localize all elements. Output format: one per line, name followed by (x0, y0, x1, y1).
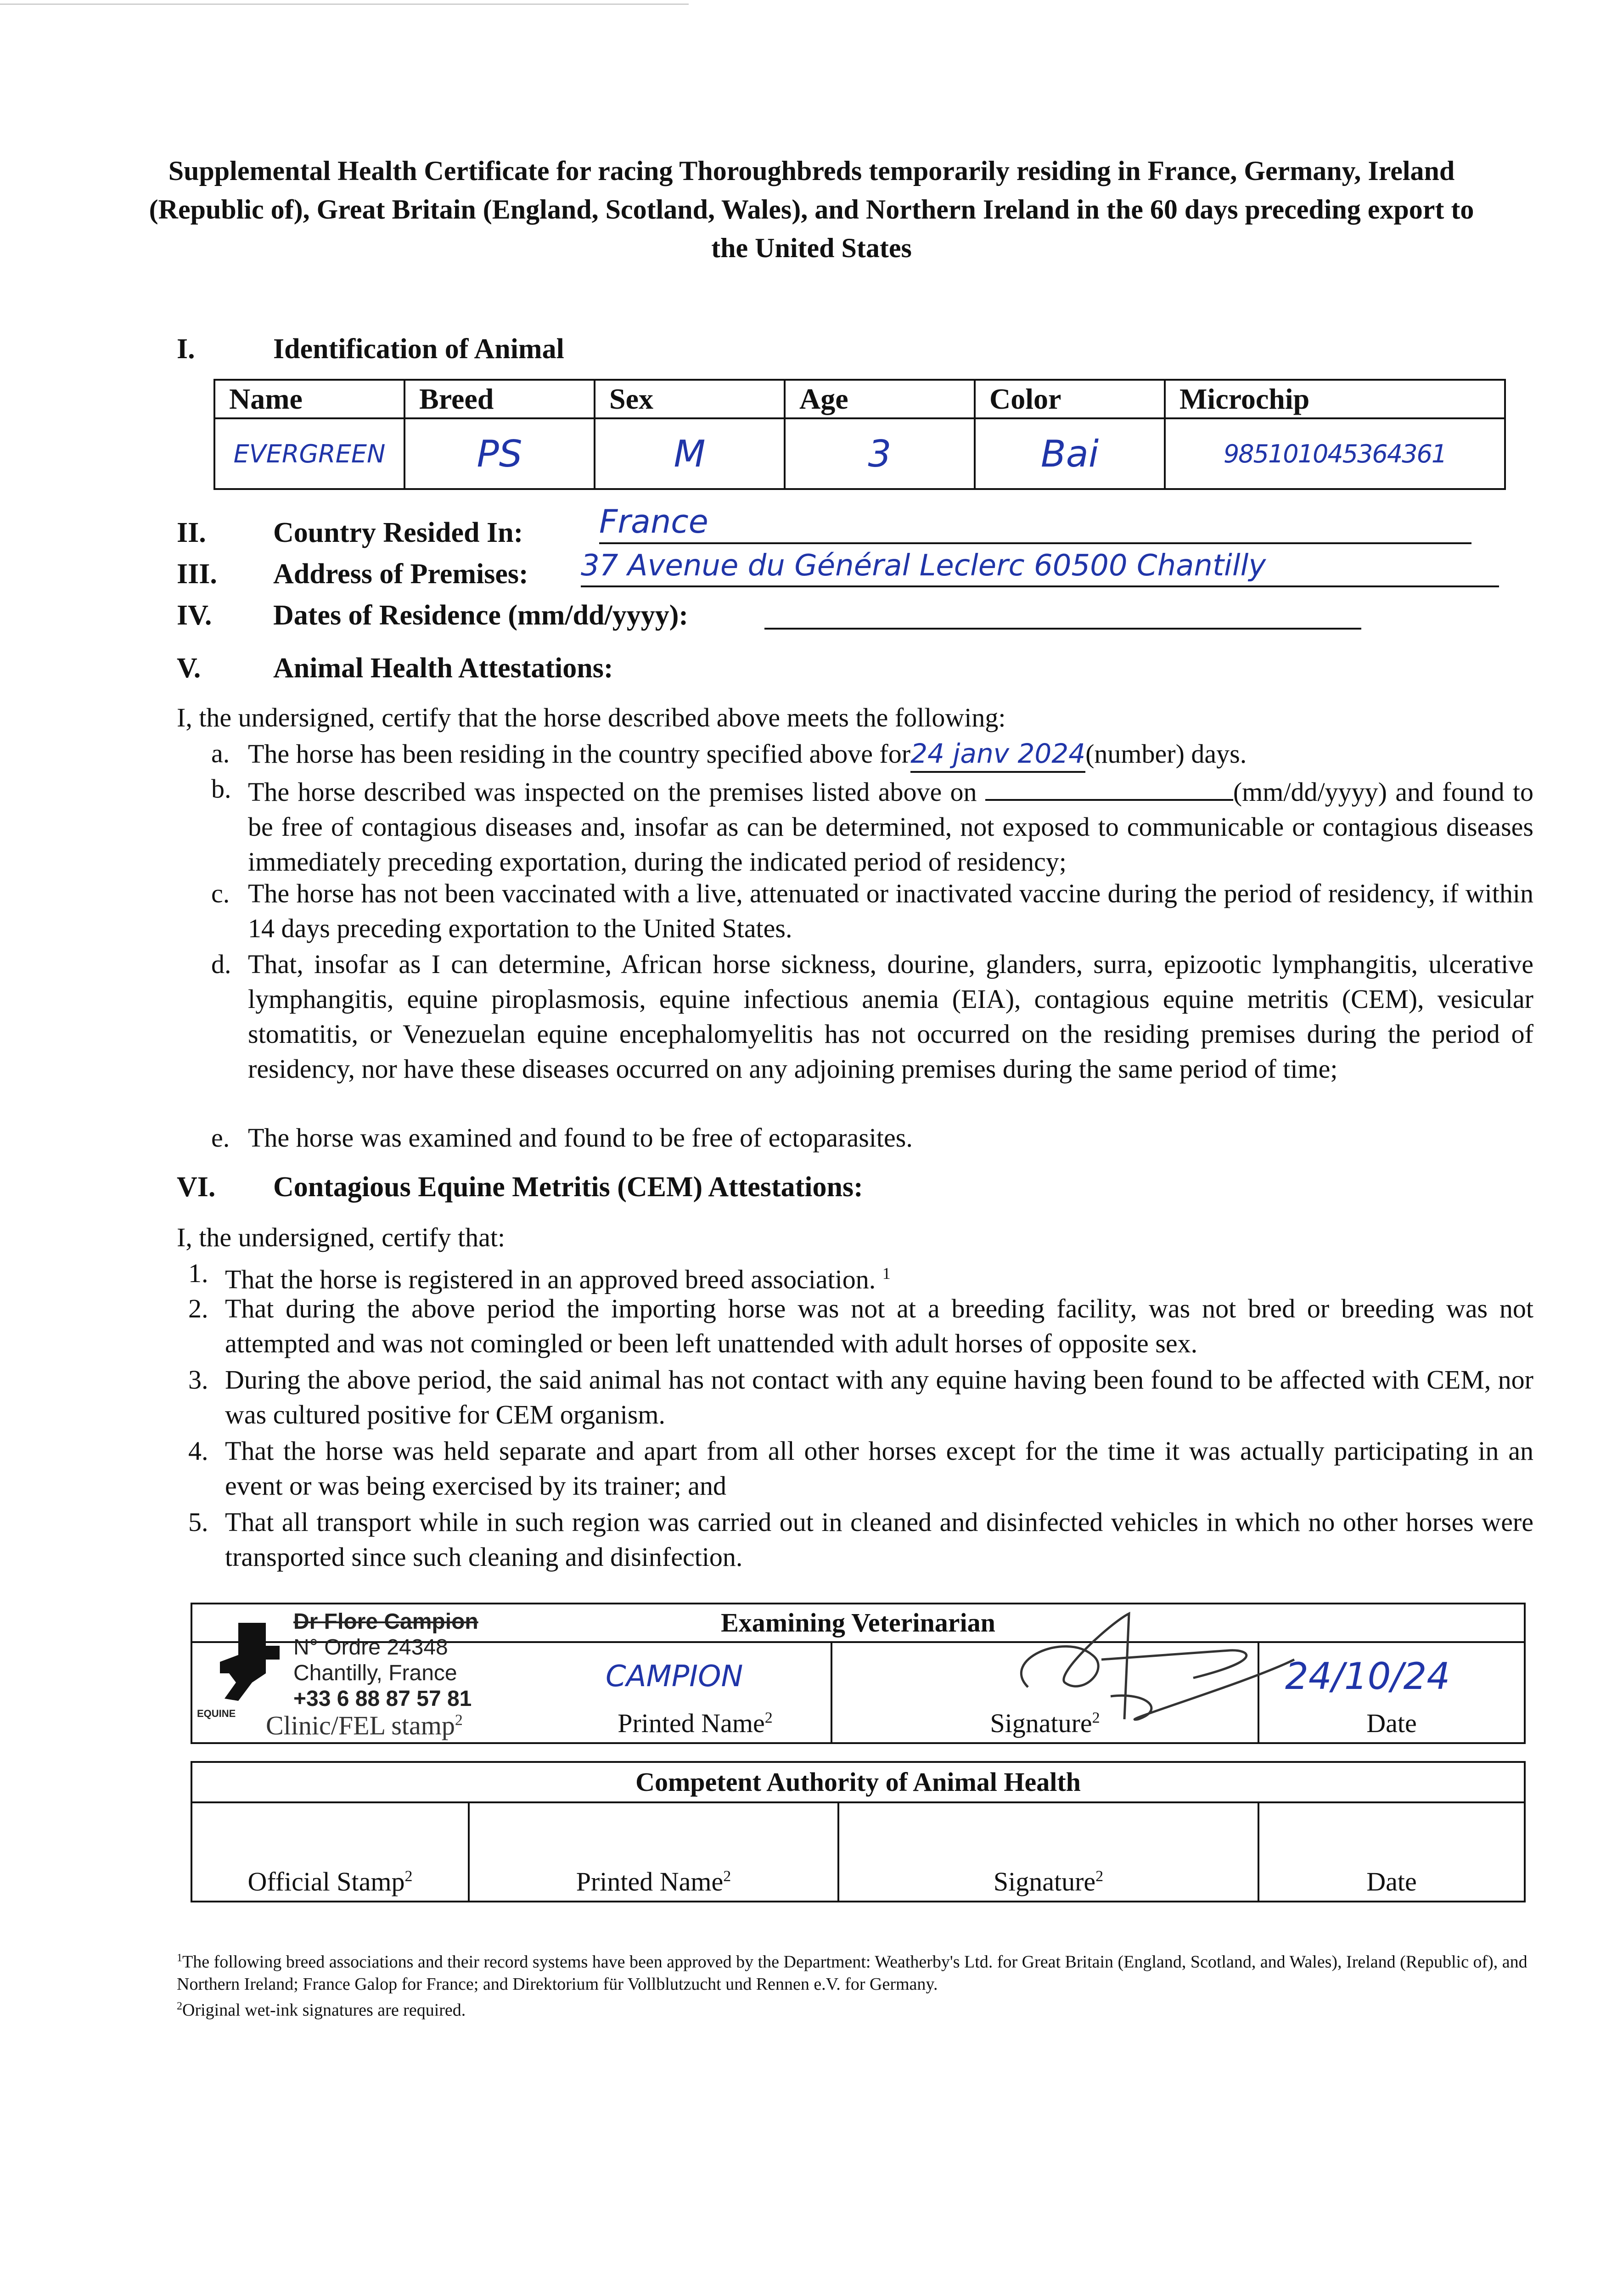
competent-authority-box (191, 1761, 1526, 1902)
clinic-stamp-text: Dr Flore Campion N° Ordre 24348 Chantilly, France +33 6 88 87 57 81 (293, 1609, 478, 1711)
vet-printed-name-value: CAMPION (606, 1660, 743, 1694)
vet-printed-name-label: Printed Name$^2$ (618, 1708, 773, 1738)
authority-signature-label: Signature$^2$ (993, 1867, 1104, 1896)
attestation-c: c. The horse has not been vaccinated with a live, attenuated or inactivated vaccine during the period of residency, if within 14 days preceding exportation to the United States. (211, 878, 1533, 943)
authority-printed-name-label: Printed Name$^2$ (576, 1867, 731, 1896)
value-microchip: 985101045364361 (1165, 418, 1505, 489)
header-age: Age (785, 380, 975, 418)
clinic-logo (211, 1618, 289, 1719)
attestation-d: d. That, insofar as I can determine, African horse sickness, dourine, glanders, surra, epizootic lymphangitis, ulcerative lymphangitis, equine piroplasmosis, equine infectious anemia (EIA), contagious equine metritis (CEM), vesicular stomatitis, or Venezuelan equine encephalomyelitis has not occurred on the residing premises during the period of residency, nor have these diseases occurred on any adjoining premises during the same period of time; (211, 949, 1533, 1084)
value-color: Bai (975, 418, 1165, 489)
attestation-e: e. The horse was examined and found to be free of ectoparasites. (211, 1123, 913, 1153)
value-name: EVERGREEN (214, 418, 404, 489)
country-resided-value: France (599, 503, 1471, 544)
section-4-row: IV. Dates of Residence (mm/dd/yyyy): (177, 599, 1370, 636)
header-microchip: Microchip (1165, 380, 1505, 418)
section-5-heading: V. Animal Health Attestations: (177, 653, 613, 684)
header-color: Color (975, 380, 1165, 418)
identification-value-row (214, 418, 1505, 489)
examining-veterinarian-heading: Examining Veterinarian (721, 1608, 995, 1638)
identification-header-row (214, 380, 1505, 418)
competent-authority-heading: Competent Authority of Animal Health (635, 1767, 1081, 1797)
header-name: Name (214, 380, 404, 418)
cem-item-1: 1. That the horse is registered in an approved breed association. $^1$ (188, 1258, 891, 1294)
identification-table (213, 379, 1506, 490)
cem-item-5: 5. That all transport while in such region was carried out in cleaned and disinfected vehicles in which no other horses were transported since such cleaning and disinfection. (188, 1507, 1533, 1572)
section-2-row: II. Country Resided In: France (177, 517, 1416, 553)
examining-veterinarian-box (191, 1603, 1526, 1744)
value-age: 3 (785, 418, 975, 489)
inspection-date-blank (985, 771, 1233, 801)
vet-date-value: 24/10/24 (1285, 1655, 1450, 1698)
section-3-row: III. Address of Premises: 37 Avenue du Général Leclerc 60500 Chantilly (177, 558, 1508, 595)
section-6-heading: VI. Contagious Equine Metritis (CEM) Attestations: (177, 1171, 863, 1203)
cem-item-3: 3. During the above period, the said animal has not contact with any equine having been found to be affected with CEM, nor was cultured positive for CEM organism. (188, 1365, 1533, 1429)
residence-days-value: 24 janv 2024 (910, 736, 1085, 773)
document-title: Supplemental Health Certificate for racing Thoroughbreds temporarily residing in France, Germany, Ireland (Republic of), Great Britain (England, Scotland, Wales), and Northern Ireland in the 60 days preceding export to the United States (149, 156, 1474, 263)
clinic-logo-caption: EQUINE (197, 1708, 236, 1719)
attestation-intro: I, the undersigned, certify that the horse described above meets the following: (177, 703, 1006, 732)
cem-item-4: 4. That the horse was held separate and apart from all other horses except for the time it was actually participating in an event or was being exercised by its trainer; and (188, 1436, 1533, 1501)
vet-signature-label: Signature$^2$ (990, 1708, 1100, 1738)
cem-item-2: 2. That during the above period the importing horse was not at a breeding facility, was not bred or breeding was not attempted and was not comingled or been left unattended with adult horses of opposite sex. (188, 1294, 1533, 1358)
value-breed: PS (404, 418, 595, 489)
dates-of-residence-value (764, 599, 1361, 630)
clinic-stamp-label: Clinic/FEL stamp$^2$ (266, 1711, 463, 1740)
top-rule (0, 4, 689, 5)
header-breed: Breed (404, 380, 595, 418)
footnote-2: $^2$Original wet-ink signatures are required. (177, 2000, 466, 2020)
vet-date-label: Date (1366, 1708, 1417, 1738)
header-sex: Sex (595, 380, 785, 418)
cem-intro: I, the undersigned, certify that: (177, 1222, 505, 1252)
horse-logo-icon (211, 1618, 289, 1719)
authority-official-stamp-label: Official Stamp$^2$ (247, 1867, 413, 1896)
value-sex: M (595, 418, 785, 489)
section-1-heading: I. Identification of Animal (177, 333, 564, 365)
authority-date-label: Date (1366, 1867, 1417, 1896)
premises-address-value: 37 Avenue du Général Leclerc 60500 Chantilly (581, 549, 1499, 587)
footnote-1: $^1$The following breed associations and their record systems have been approved by the Department: Weatherby's Ltd. for Great Britain (England, Scotland, and Wales), Ireland (Republic of), and Northern Ireland; France Galop for France; and Direktorium für Vollblutzucht und Rennen e.V. for Germany. (177, 1952, 1528, 1994)
